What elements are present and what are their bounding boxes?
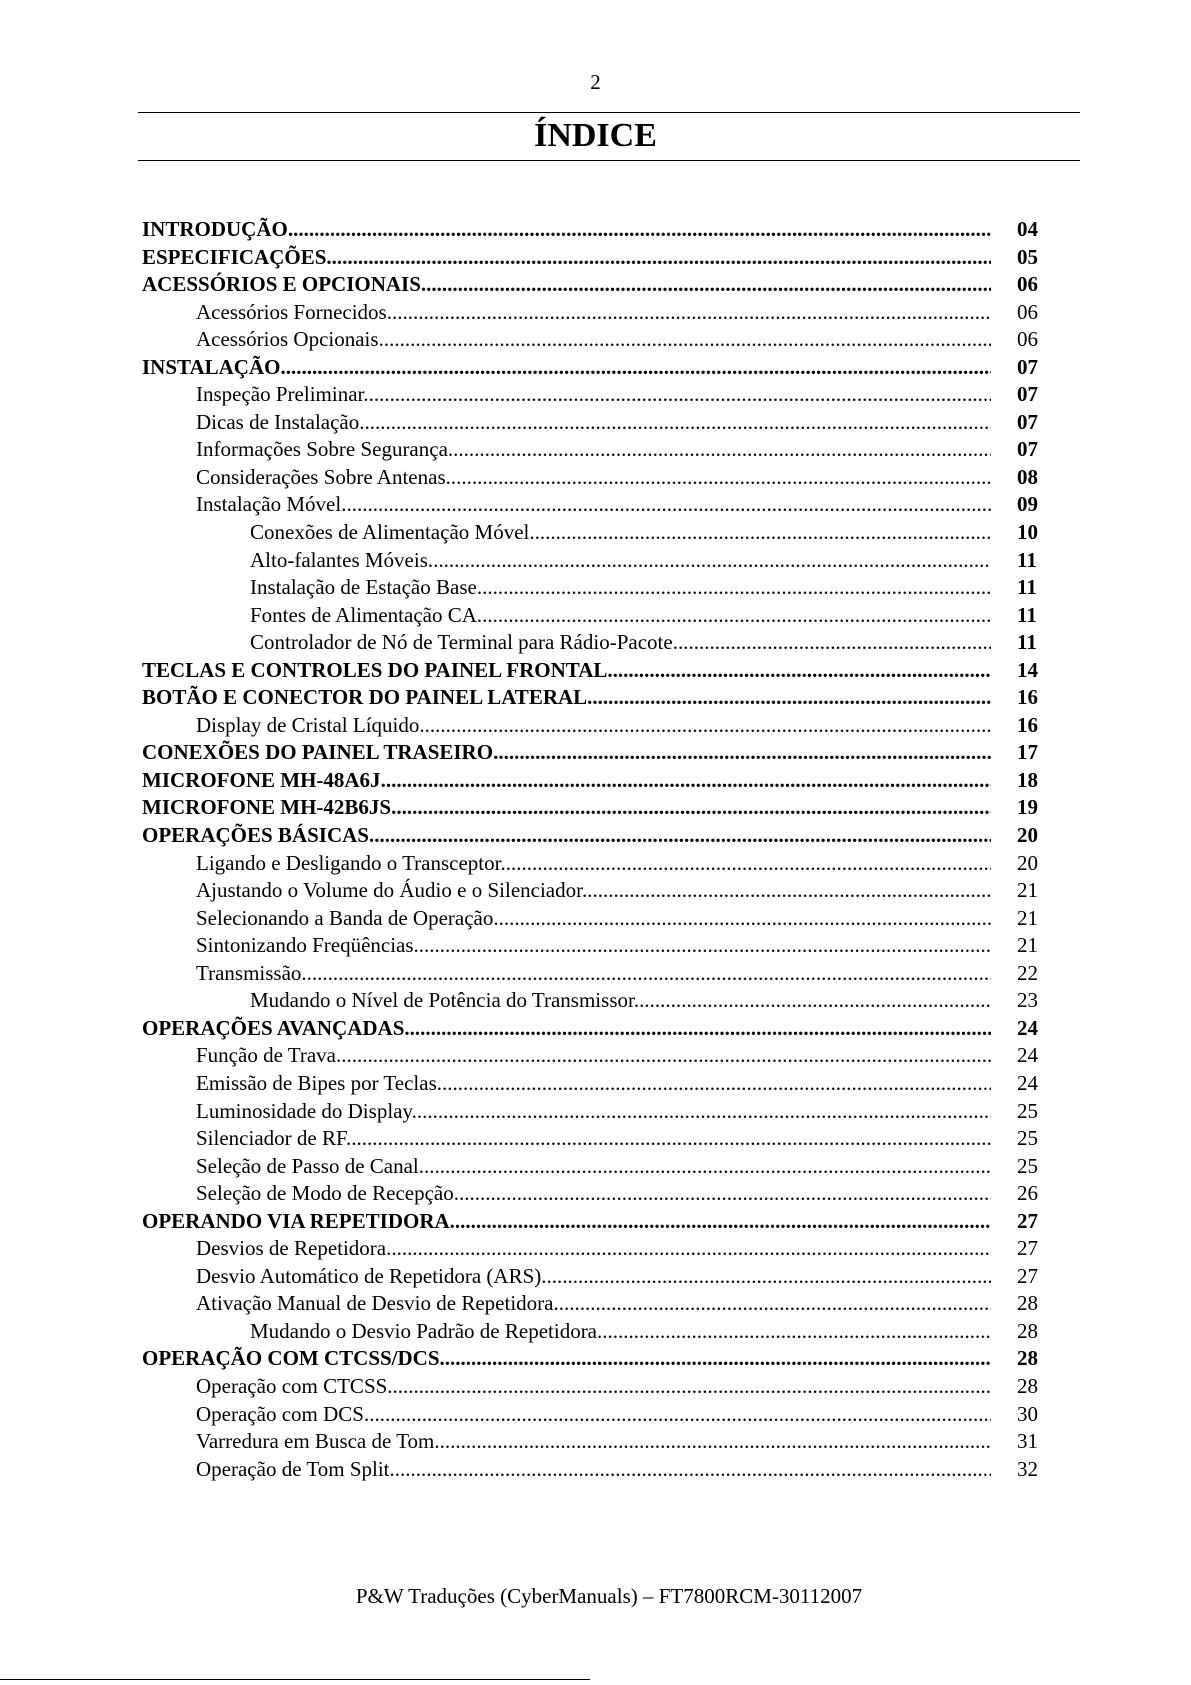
page-footer: P&W Traduções (CyberManuals) – FT7800RCM-30112007 — [355, 1584, 863, 1608]
toc-page-number: 16 — [1017, 712, 1038, 737]
toc-entry-label: OPERANDO VIA REPETIDORA ..... — [142, 1208, 991, 1236]
toc-row — [142, 1208, 1042, 1236]
toc-row — [142, 602, 1042, 630]
toc-page-number: 05 — [1017, 244, 1038, 269]
toc-entry-label: Sintonizando Freqüências ..... — [196, 932, 991, 960]
toc-entry-label: Emissão de Bipes por Teclas ..... — [196, 1070, 991, 1098]
toc-page-number: 27 — [1017, 1208, 1038, 1233]
toc-page-number: 21 — [1017, 905, 1038, 930]
toc-row — [142, 684, 1042, 712]
toc-entry-label: CONEXÕES DO PAINEL TRASEIRO ..... — [142, 739, 991, 767]
toc-entry-label: Inspeção Preliminar ..... — [196, 381, 991, 409]
toc-entry-label: Transmissão ..... — [196, 960, 991, 988]
table-of-contents — [142, 216, 1042, 1483]
toc-row — [142, 1015, 1042, 1043]
toc-page-number: 20 — [1017, 823, 1038, 848]
toc-page-number: 31 — [1017, 1429, 1038, 1454]
toc-row — [142, 1318, 1042, 1346]
toc-page-number: 17 — [1017, 740, 1038, 765]
toc-row — [142, 960, 1042, 988]
page-number: 2 — [590, 70, 601, 94]
toc-page-number: 28 — [1017, 1346, 1038, 1371]
toc-entry-label: Informações Sobre Segurança ..... — [196, 436, 991, 464]
toc-entry-label: OPERAÇÃO COM CTCSS/DCS ..... — [142, 1345, 991, 1373]
toc-entry-label: OPERAÇÕES BÁSICAS ..... — [142, 822, 991, 850]
toc-page-number: 14 — [1017, 657, 1038, 682]
toc-entry-label: Seleção de Passo de Canal ..... — [196, 1153, 991, 1181]
toc-page-number: 07 — [1017, 409, 1038, 434]
toc-page-number: 06 — [1017, 272, 1038, 297]
toc-row — [142, 244, 1042, 272]
toc-row — [142, 1428, 1042, 1456]
toc-entry-label: Acessórios Fornecidos ..... — [196, 299, 991, 327]
toc-row — [142, 712, 1042, 740]
toc-page-number: 28 — [1017, 1318, 1038, 1343]
toc-entry-label: Considerações Sobre Antenas ..... — [196, 464, 991, 492]
toc-page-number: 19 — [1017, 795, 1038, 820]
toc-row — [142, 464, 1042, 492]
toc-entry-label: Seleção de Modo de Recepção ..... — [196, 1180, 991, 1208]
toc-row — [142, 1098, 1042, 1126]
toc-entry-label: Controlador de Nó de Terminal para Rádio-Pacote ..... — [250, 629, 991, 657]
toc-row — [142, 409, 1042, 437]
toc-row — [142, 1373, 1042, 1401]
toc-row — [142, 1153, 1042, 1181]
toc-page-number: 28 — [1017, 1291, 1038, 1316]
toc-page-number: 25 — [1017, 1126, 1038, 1151]
toc-page-number: 07 — [1017, 382, 1038, 407]
toc-page-number: 28 — [1017, 1373, 1038, 1398]
toc-page-number: 23 — [1017, 988, 1038, 1013]
toc-row — [142, 547, 1042, 575]
toc-entry-label: Instalação de Estação Base ..... — [250, 574, 991, 602]
toc-row — [142, 1235, 1042, 1263]
toc-row — [142, 1125, 1042, 1153]
toc-entry-label: BOTÃO E CONECTOR DO PAINEL LATERAL ..... — [142, 684, 991, 712]
toc-entry-label: Mudando o Nível de Potência do Transmissor ..... — [250, 987, 991, 1015]
toc-page-number: 18 — [1017, 767, 1038, 792]
toc-entry-label: Alto-falantes Móveis ..... — [250, 547, 991, 575]
toc-entry-label: Selecionando a Banda de Operação ..... — [196, 905, 991, 933]
toc-row — [142, 794, 1042, 822]
toc-row — [142, 877, 1042, 905]
toc-row — [142, 1180, 1042, 1208]
toc-entry-label: Luminosidade do Display ..... — [196, 1098, 991, 1126]
toc-row — [142, 822, 1042, 850]
toc-page-number: 32 — [1017, 1456, 1038, 1481]
toc-entry-label: Mudando o Desvio Padrão de Repetidora ..... — [250, 1318, 991, 1346]
bottom-edge-line — [0, 1679, 590, 1680]
title-top-rule — [138, 112, 1080, 113]
toc-row — [142, 739, 1042, 767]
toc-page-number: 26 — [1017, 1181, 1038, 1206]
toc-row — [142, 299, 1042, 327]
toc-row — [142, 987, 1042, 1015]
toc-entry-label: Ativação Manual de Desvio de Repetidora ..... — [196, 1290, 991, 1318]
toc-row — [142, 932, 1042, 960]
toc-row — [142, 326, 1042, 354]
toc-page-number: 24 — [1017, 1070, 1038, 1095]
toc-page-number: 11 — [1017, 630, 1037, 655]
toc-row — [142, 1401, 1042, 1429]
toc-row — [142, 1290, 1042, 1318]
toc-row — [142, 629, 1042, 657]
toc-entry-label: Operação de Tom Split ..... — [196, 1456, 991, 1484]
toc-entry-label: Fontes de Alimentação CA ..... — [250, 602, 991, 630]
toc-entry-label: Acessórios Opcionais ..... — [196, 326, 991, 354]
toc-page-number: 09 — [1017, 492, 1038, 517]
toc-page-number: 08 — [1017, 464, 1038, 489]
toc-entry-label: Operação com DCS ..... — [196, 1401, 991, 1429]
toc-entry-label: MICROFONE MH-48A6J ..... — [142, 767, 991, 795]
toc-page-number: 07 — [1017, 354, 1038, 379]
toc-page-number: 11 — [1017, 547, 1037, 572]
toc-page-number: 27 — [1017, 1236, 1038, 1261]
toc-page-number: 25 — [1017, 1098, 1038, 1123]
toc-page-number: 24 — [1017, 1015, 1038, 1040]
toc-row — [142, 436, 1042, 464]
toc-entry-label: Dicas de Instalação ..... — [196, 409, 991, 437]
toc-row — [142, 271, 1042, 299]
toc-row — [142, 1042, 1042, 1070]
title-bottom-rule — [138, 160, 1080, 161]
toc-page-number: 11 — [1017, 602, 1037, 627]
toc-row — [142, 381, 1042, 409]
toc-entry-label: INTRODUÇÃO ..... — [142, 216, 991, 244]
toc-page-number: 11 — [1017, 575, 1037, 600]
toc-row — [142, 1345, 1042, 1373]
toc-entry-label: ACESSÓRIOS E OPCIONAIS ..... — [142, 271, 991, 299]
toc-row — [142, 519, 1042, 547]
toc-row — [142, 657, 1042, 685]
toc-row — [142, 1263, 1042, 1291]
toc-page-number: 27 — [1017, 1263, 1038, 1288]
toc-entry-label: Desvios de Repetidora ..... — [196, 1235, 991, 1263]
toc-page-number: 10 — [1017, 520, 1038, 545]
toc-entry-label: Instalação Móvel ..... — [196, 491, 991, 519]
toc-row — [142, 1456, 1042, 1484]
toc-row — [142, 850, 1042, 878]
toc-entry-label: Varredura em Busca de Tom ..... — [196, 1428, 991, 1456]
toc-page-number: 25 — [1017, 1153, 1038, 1178]
toc-entry-label: OPERAÇÕES AVANÇADAS ..... — [142, 1015, 991, 1043]
toc-entry-label: Display de Cristal Líquido ..... — [196, 712, 991, 740]
toc-page-number: 04 — [1017, 217, 1038, 241]
toc-row — [142, 767, 1042, 795]
toc-page-number: 16 — [1017, 685, 1038, 710]
toc-row — [142, 1070, 1042, 1098]
toc-entry-label: Ajustando o Volume do Áudio e o Silenciador ..... — [196, 877, 991, 905]
toc-page-number: 24 — [1017, 1043, 1038, 1068]
toc-row — [142, 491, 1042, 519]
toc-page-number: 30 — [1017, 1401, 1038, 1426]
toc-page-number: 22 — [1017, 960, 1038, 985]
toc-row — [142, 354, 1042, 382]
toc-entry-label: MICROFONE MH-42B6JS ..... — [142, 794, 991, 822]
toc-entry-label: Conexões de Alimentação Móvel ..... — [250, 519, 991, 547]
toc-page-number: 06 — [1017, 327, 1038, 352]
toc-page-number: 20 — [1017, 850, 1038, 875]
toc-page-number: 07 — [1017, 437, 1038, 462]
page-title: ÍNDICE — [534, 117, 657, 154]
toc-entry-label: Silenciador de RF ..... — [196, 1125, 991, 1153]
toc-entry-label: INSTALAÇÃO ..... — [142, 354, 991, 382]
toc-page-number: 21 — [1017, 878, 1038, 903]
toc-page-number: 06 — [1017, 299, 1038, 324]
toc-entry-label: Função de Trava ..... — [196, 1042, 991, 1070]
toc-entry-label: Operação com CTCSS ..... — [196, 1373, 991, 1401]
toc-row — [142, 905, 1042, 933]
toc-page-number: 21 — [1017, 933, 1038, 958]
toc-entry-label: ESPECIFICAÇÕES ..... — [142, 244, 991, 272]
toc-entry-label: Ligando e Desligando o Transceptor ..... — [196, 850, 991, 878]
toc-row — [142, 216, 1042, 244]
toc-entry-label: TECLAS E CONTROLES DO PAINEL FRONTAL ..... — [142, 657, 991, 685]
toc-row — [142, 574, 1042, 602]
toc-entry-label: Desvio Automático de Repetidora (ARS) ..... — [196, 1263, 991, 1291]
